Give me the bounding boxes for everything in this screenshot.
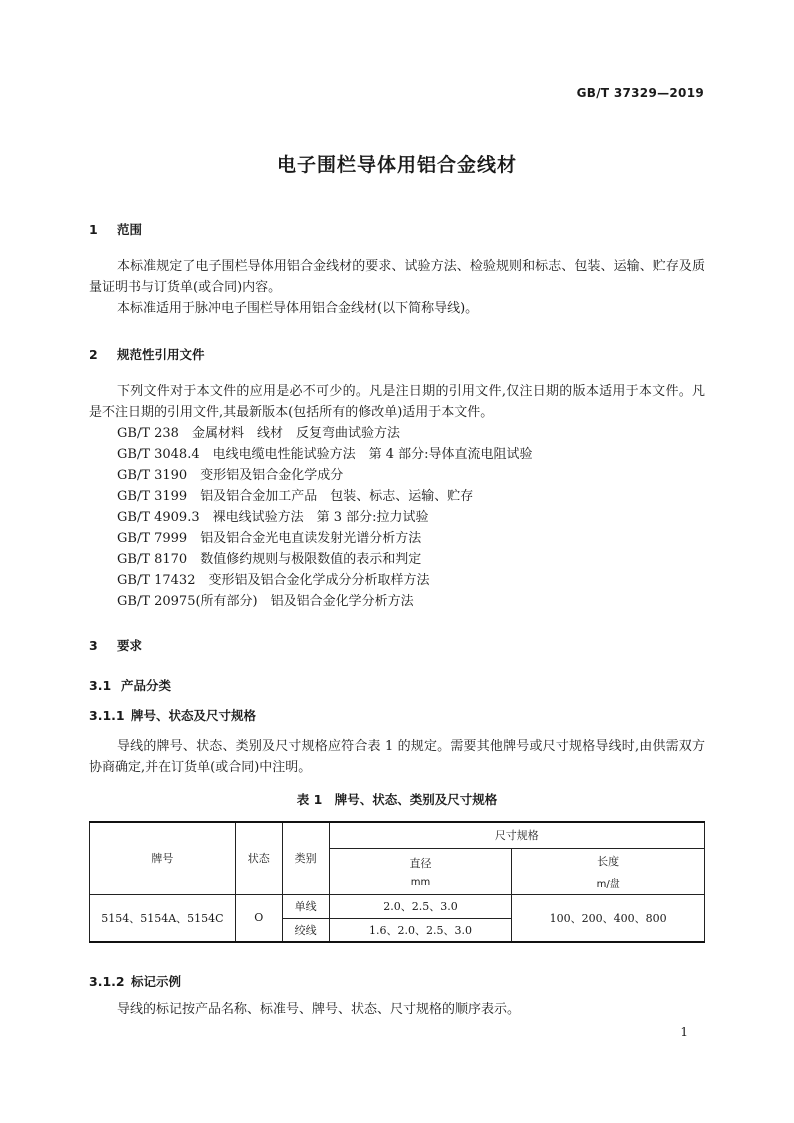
reference-title: 铝及铝合金加工产品 包装、标志、运输、贮存: [200, 489, 474, 504]
section-number: 3: [89, 638, 98, 653]
reference-code: GB/T 238: [117, 426, 179, 441]
section-2-heading: [89, 345, 205, 363]
header-diameter-label: 直径: [409, 856, 432, 870]
spec-table: [89, 821, 705, 943]
document-title: 电子围栏导体用铝合金线材: [276, 154, 517, 176]
section-title: 产品分类: [121, 678, 172, 693]
reference-title: 铝及铝合金化学分析方法: [270, 594, 414, 609]
table-row: [90, 894, 705, 918]
page-number: 1: [680, 1025, 688, 1039]
standard-code: GB/T 37329—2019: [576, 86, 704, 100]
section-number: 2: [89, 347, 98, 362]
paragraph: 导线的标记按产品名称、标准号、牌号、状态、尺寸规格的顺序表示。: [117, 1002, 521, 1017]
cell-category-stranded: 绞线: [282, 918, 329, 942]
reference-title: 变形铝及铝合金化学成分分析取样方法: [208, 573, 430, 588]
cell-grade: 5154、5154A、5154C: [90, 894, 236, 942]
reference-title: 电线电缆电性能试验方法 第 4 部分:导体直流电阻试验: [212, 447, 533, 462]
paragraph: 本标准适用于脉冲电子围栏导体用铝合金线材(以下简称导线)。: [117, 301, 479, 316]
cell-diameter-single: 2.0、2.5、3.0: [329, 894, 512, 918]
reference-code: GB/T 3048.4: [117, 447, 200, 462]
table-caption: 表 1 牌号、状态、类别及尺寸规格: [296, 792, 498, 807]
paragraph: 下列文件对于本文件的应用是必不可少的。凡是注日期的引用文件,仅注日期的版本适用于本文件。凡是不注日期的引用文件,其最新版本(包括所有的修改单)适用于本文件。: [89, 384, 705, 420]
reference-title: 铝及铝合金光电直读发射光谱分析方法: [200, 531, 422, 546]
reference-code: GB/T 20975(所有部分): [117, 594, 258, 609]
subsection-3-1-2-heading: [89, 972, 181, 990]
subsection-3-1-heading: [89, 676, 171, 694]
reference-code: GB/T 4909.3: [117, 510, 200, 525]
section-number: 3.1.2: [89, 974, 125, 989]
reference-code: GB/T 3199: [117, 489, 188, 504]
section-title: 牌号、状态及尺寸规格: [131, 708, 257, 723]
header-grade: 牌号: [90, 822, 236, 894]
section-title: 标记示例: [131, 974, 182, 989]
header-length: [512, 848, 705, 894]
reference-item: [117, 529, 421, 550]
reference-code: GB/T 3190: [117, 468, 188, 483]
cell-temper: O: [235, 894, 282, 942]
header-diameter: [329, 848, 512, 894]
cell-length: 100、200、400、800: [512, 894, 705, 942]
section-title: 要求: [117, 638, 143, 653]
section-3-heading: [89, 636, 142, 654]
header-category: 类别: [282, 822, 329, 894]
cell-category-single: 单线: [282, 894, 329, 918]
reference-title: 数值修约规则与极限数值的表示和判定: [200, 552, 422, 567]
reference-title: 裸电线试验方法 第 3 部分:拉力试验: [212, 510, 429, 525]
header-temper: 状态: [235, 822, 282, 894]
reference-item: [117, 445, 533, 466]
section-number: 3.1.1: [89, 708, 125, 723]
reference-item: [117, 466, 343, 487]
reference-item: [117, 592, 414, 613]
reference-code: GB/T 7999: [117, 531, 188, 546]
reference-item: [117, 508, 429, 529]
cell-diameter-stranded: 1.6、2.0、2.5、3.0: [329, 918, 512, 942]
section-number: 1: [89, 222, 98, 237]
header-length-unit: m/盘: [596, 878, 620, 890]
header-length-label: 长度: [597, 854, 620, 868]
reference-code: GB/T 17432: [117, 573, 196, 588]
reference-item: [117, 550, 421, 571]
header-diameter-unit: mm: [410, 876, 431, 888]
header-size-spec: 尺寸规格: [329, 822, 704, 848]
subsection-3-1-1-heading: [89, 706, 256, 724]
reference-item: [117, 424, 400, 445]
reference-item: [117, 571, 430, 592]
section-number: 3.1: [89, 678, 112, 693]
reference-code: GB/T 8170: [117, 552, 188, 567]
reference-title: 变形铝及铝合金化学成分: [200, 468, 344, 483]
reference-title: 金属材料 线材 反复弯曲试验方法: [191, 426, 400, 441]
section-title: 规范性引用文件: [117, 347, 205, 362]
reference-item: [117, 487, 473, 508]
paragraph: 导线的牌号、状态、类别及尺寸规格应符合表 1 的规定。需要其他牌号或尺寸规格导线时,由供需双方协商确定,并在订货单(或合同)中注明。: [89, 739, 705, 775]
section-1-heading: [89, 220, 142, 238]
paragraph: 本标准规定了电子围栏导体用铝合金线材的要求、试验方法、检验规则和标志、包装、运输、贮存及质量证明书与订货单(或合同)内容。: [89, 259, 705, 295]
section-title: 范围: [117, 222, 143, 237]
